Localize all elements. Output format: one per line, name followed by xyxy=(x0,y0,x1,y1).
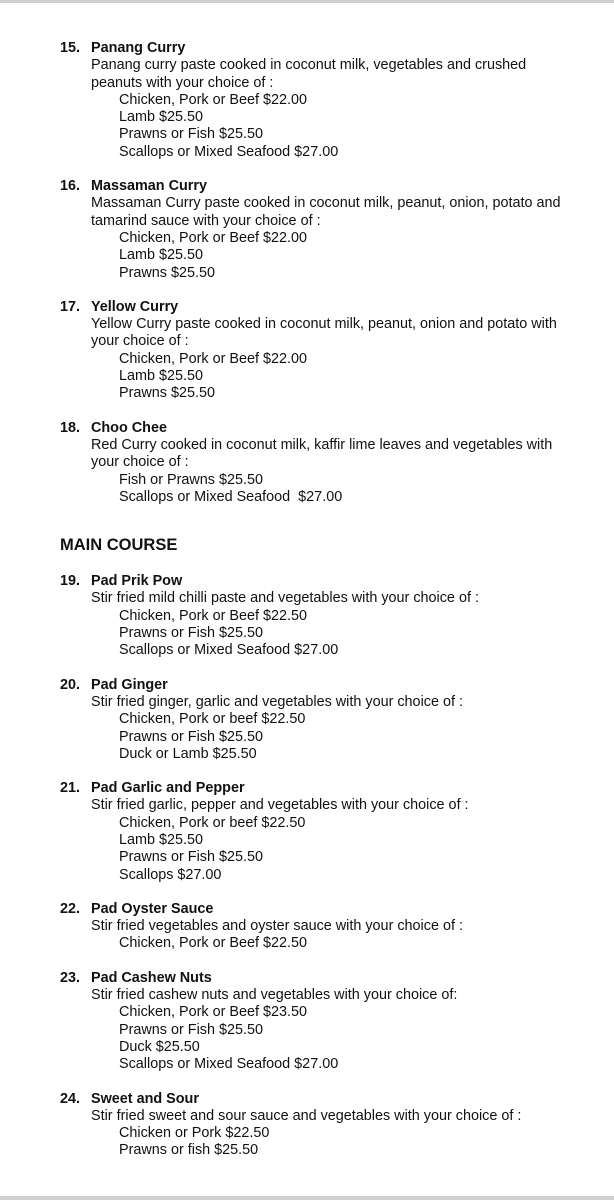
price-line: Chicken, Pork or Beef $22.50 xyxy=(119,607,307,624)
menu-item-18 xyxy=(0,420,614,506)
item-title xyxy=(60,40,614,57)
top-divider xyxy=(0,0,614,3)
price-line: Prawns or Fish $25.50 xyxy=(119,728,263,745)
menu-item-22 xyxy=(0,901,614,953)
item-title xyxy=(60,1091,614,1108)
price-line: Lamb $25.50 xyxy=(119,831,204,848)
price-line: Prawns or Fish $25.50 xyxy=(119,849,263,866)
price-line: Prawns $25.50 xyxy=(119,264,215,281)
item-name: Pad Oyster Sauce xyxy=(91,900,214,917)
price-line: Chicken, Pork or Beef $22.00 xyxy=(119,91,307,108)
menu-item-15 xyxy=(0,40,614,161)
price-line: Scallops or Mixed Seafood $27.00 xyxy=(119,642,339,659)
item-title xyxy=(60,299,614,316)
item-number: 20. xyxy=(60,676,81,693)
item-title xyxy=(60,420,614,437)
price-line: Chicken, Pork or beef $22.50 xyxy=(119,814,306,831)
price-line: Fish or Prawns $25.50 xyxy=(119,471,263,488)
item-title xyxy=(60,677,614,694)
item-number: 21. xyxy=(60,780,81,797)
item-name: Pad Garlic and Pepper xyxy=(91,780,245,797)
menu-item-24 xyxy=(0,1091,614,1160)
item-title xyxy=(60,178,614,195)
item-number: 22. xyxy=(60,900,81,917)
menu-item-20 xyxy=(0,677,614,763)
item-title xyxy=(60,573,614,590)
price-line: Prawns or Fish $25.50 xyxy=(119,126,263,143)
item-name: Panang Curry xyxy=(91,40,186,56)
item-title xyxy=(60,780,614,797)
item-description: Massaman Curry paste cooked in coconut milk, peanut, onion, potato and tamarind sauce with your choice of : xyxy=(91,195,561,229)
item-description: Yellow Curry paste cooked in coconut milk, peanut, onion and potato with your choice of : xyxy=(91,316,557,350)
price-line: Scallops $27.00 xyxy=(119,866,222,883)
price-line: Scallops or Mixed Seafood $27.00 xyxy=(119,143,339,160)
price-line: Chicken, Pork or Beef $23.50 xyxy=(119,1004,307,1021)
price-line: Chicken, Pork or Beef $22.50 xyxy=(119,935,307,952)
menu-page xyxy=(0,40,614,1160)
item-description: Stir fried sweet and sour sauce and vegetables with your choice of : xyxy=(91,1107,522,1124)
price-line: Chicken, Pork or beef $22.50 xyxy=(119,711,306,728)
menu-item-19 xyxy=(0,573,614,659)
item-name: Sweet and Sour xyxy=(91,1090,199,1107)
bottom-divider xyxy=(0,1196,614,1200)
item-number: 23. xyxy=(60,969,81,986)
menu-item-17 xyxy=(0,299,614,403)
menu-item-23 xyxy=(0,970,614,1074)
price-line: Prawns or fish $25.50 xyxy=(119,1142,259,1159)
item-description: Stir fried mild chilli paste and vegetables with your choice of : xyxy=(91,590,479,607)
item-number: 16. xyxy=(60,178,81,195)
item-name: Choo Chee xyxy=(91,419,167,436)
price-line: Chicken or Pork $22.50 xyxy=(119,1125,270,1142)
item-name: Yellow Curry xyxy=(91,298,179,315)
price-line: Prawns or Fish $25.50 xyxy=(119,625,263,642)
item-number: 17. xyxy=(60,298,81,315)
price-line: Scallops or Mixed Seafood $27.00 xyxy=(119,488,343,505)
price-line: Duck $25.50 xyxy=(119,1038,200,1055)
item-number: 19. xyxy=(60,573,81,590)
price-line: Chicken, Pork or Beef $22.00 xyxy=(119,350,307,367)
menu-item-21 xyxy=(0,780,614,884)
item-name: Massaman Curry xyxy=(91,178,207,195)
item-title xyxy=(60,901,614,918)
menu-item-16 xyxy=(0,178,614,282)
item-name: Pad Cashew Nuts xyxy=(91,969,212,986)
price-line: Lamb $25.50 xyxy=(119,368,204,385)
item-description: Stir fried cashew nuts and vegetables with your choice of: xyxy=(91,987,458,1004)
price-line: Duck or Lamb $25.50 xyxy=(119,745,257,762)
item-name: Pad Ginger xyxy=(91,676,168,693)
price-line: Prawns $25.50 xyxy=(119,385,215,402)
item-number: 15. xyxy=(60,40,81,56)
price-line: Lamb $25.50 xyxy=(119,109,204,126)
item-description: Stir fried ginger, garlic and vegetables with your choice of : xyxy=(91,693,463,710)
price-line: Scallops or Mixed Seafood $27.00 xyxy=(119,1056,339,1073)
price-line: Prawns or Fish $25.50 xyxy=(119,1021,263,1038)
item-title xyxy=(60,970,614,987)
item-name: Pad Prik Pow xyxy=(91,573,183,590)
price-line: Lamb $25.50 xyxy=(119,247,204,264)
item-description: Stir fried vegetables and oyster sauce with your choice of : xyxy=(91,918,463,935)
item-description: Panang curry paste cooked in coconut milk, vegetables and crushed peanuts with your choice of : xyxy=(91,57,527,91)
price-line: Chicken, Pork or Beef $22.00 xyxy=(119,229,307,246)
section-heading-main-course: MAIN COURSE xyxy=(60,536,178,555)
item-number: 18. xyxy=(60,419,81,436)
item-description: Stir fried garlic, pepper and vegetables with your choice of : xyxy=(91,797,469,814)
item-description: Red Curry cooked in coconut milk, kaffir lime leaves and vegetables with your choice of : xyxy=(91,436,553,471)
item-number: 24. xyxy=(60,1090,81,1107)
